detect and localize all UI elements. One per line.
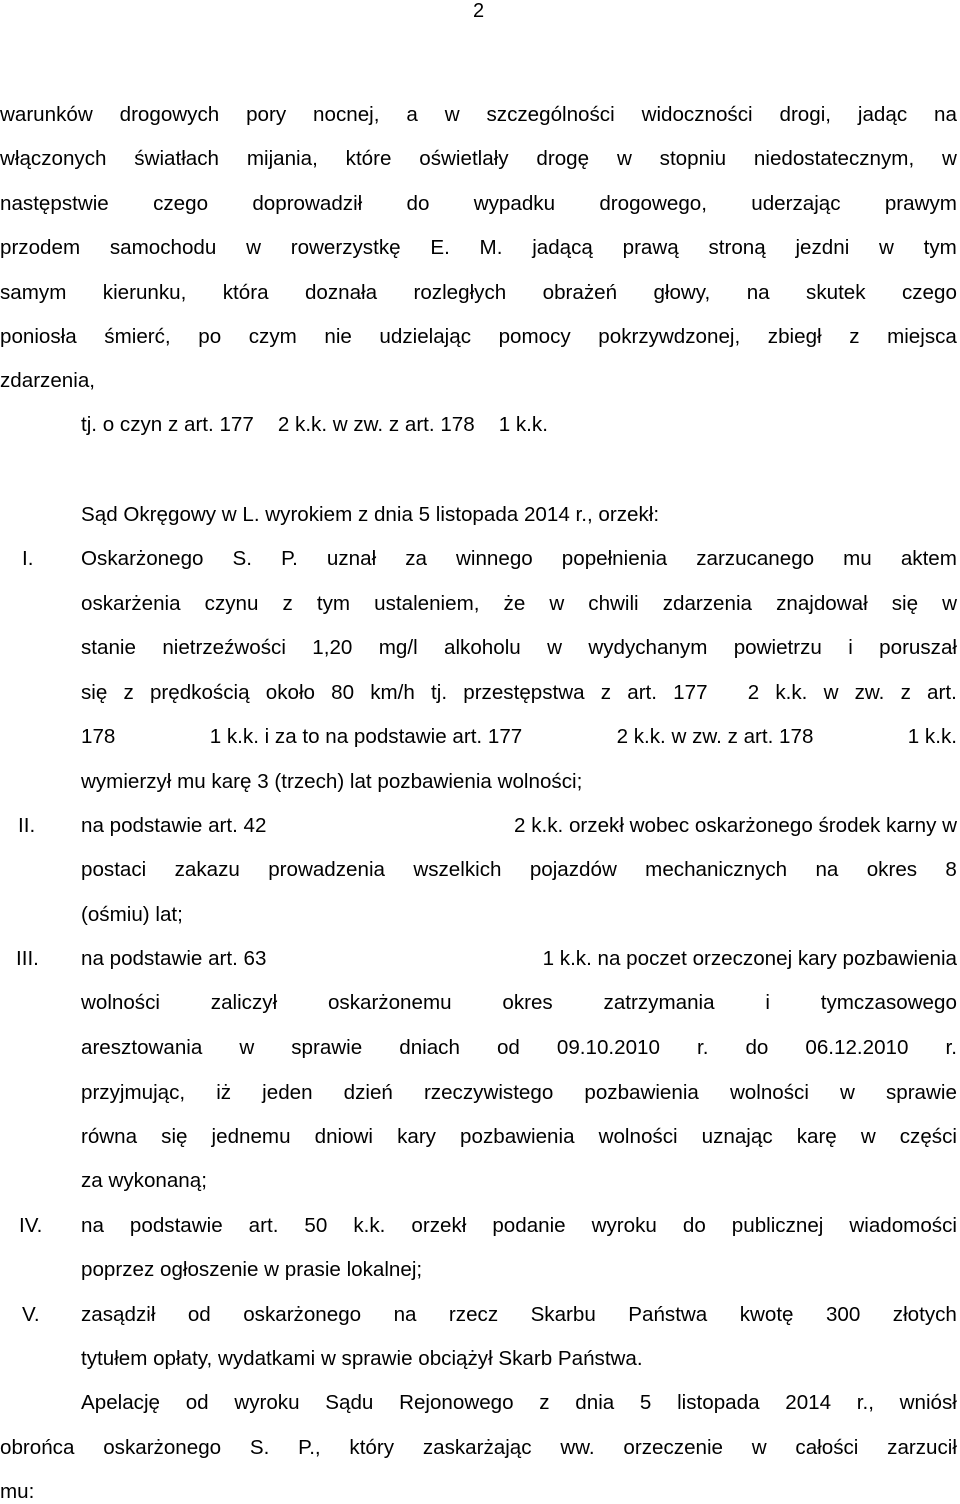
point-III-line-5: równa się jednemu dniowi kary pozbawienia wolności uznając karę w części	[81, 1125, 957, 1148]
point-III-line-4: przyjmując, iż jeden dzień rzeczywistego pozbawienia wolności w sprawie	[81, 1081, 957, 1104]
point-IV-label: IV.	[19, 1214, 43, 1237]
point-I-line-6: wymierzył mu karę 3 (trzech) lat pozbawienia wolności;	[81, 770, 583, 793]
appeal-line-1: Apelację od wyroku Sądu Rejonowego z dnia 5 listopada 2014 r., wniósł	[81, 1391, 957, 1414]
page-number: 2	[473, 0, 485, 22]
intro-line-2: włączonych światłach mijania, które oświetlały drogę w stopniu niedostatecznym, w	[0, 147, 957, 170]
point-I-line-2: oskarżenia czynu z tym ustaleniem, że w chwili zdarzenia znajdował się w	[81, 592, 957, 615]
appeal-line-3: mu:	[0, 1480, 35, 1503]
point-III-line-2: wolności zaliczył oskarżonemu okres zatrzymania i tymczasowego	[81, 991, 957, 1014]
point-I-label: I.	[22, 547, 34, 570]
point-I-line-5: 178 1 k.k. i za to na podstawie art. 177 2 k.k. w zw. z art. 178 1 k.k.	[81, 725, 957, 748]
appeal-line-2: obrońca oskarżonego S. P., który zaskarżając ww. orzeczenie w całości zarzucił	[0, 1436, 957, 1459]
point-III-line-3: aresztowania w sprawie dniach od 09.10.2010 r. do 06.12.2010 r.	[81, 1036, 957, 1059]
point-I-line-1: Oskarżonego S. P. uznał za winnego popełnienia zarzucanego mu aktem	[81, 547, 957, 570]
point-V-label: V.	[22, 1303, 40, 1326]
point-I-line-4: się z prędkością około 80 km/h tj. przestępstwa z art. 177 2 k.k. w zw. z art.	[81, 681, 957, 704]
point-III-line-6: za wykonaną;	[81, 1169, 207, 1192]
point-IV-line-2: poprzez ogłoszenie w prasie lokalnej;	[81, 1258, 423, 1281]
intro-line-3: następstwie czego doprowadził do wypadku drogowego, uderzając prawym	[0, 192, 957, 215]
point-V-line-2: tytułem opłaty, wydatkami w sprawie obciążył Skarb Państwa.	[81, 1347, 643, 1370]
charge-line: tj. o czyn z art. 177 2 k.k. w zw. z art. 178 1 k.k.	[81, 413, 548, 436]
point-III-label: III.	[16, 947, 39, 970]
intro-line-1: warunków drogowych pory nocnej, a w szczególności widoczności drogi, jadąc na	[0, 103, 957, 126]
point-II-line-3: (ośmiu) lat;	[81, 903, 183, 926]
intro-line-6: poniosła śmierć, po czym nie udzielając pomocy pokrzywdzonej, zbiegł z miejsca	[0, 325, 957, 348]
intro-line-4: przodem samochodu w rowerzystkę E. M. jadącą prawą stroną jezdni w tym	[0, 236, 957, 259]
point-II-label: II.	[18, 814, 36, 837]
point-IV-line-1: na podstawie art. 50 k.k. orzekł podanie wyroku do publicznej wiadomości	[81, 1214, 957, 1237]
intro-line-5: samym kierunku, która doznała rozległych obrażeń głowy, na skutek czego	[0, 281, 957, 304]
point-I-line-3: stanie nietrzeźwości 1,20 mg/l alkoholu w wydychanym powietrzu i poruszał	[81, 636, 957, 659]
point-II-line-1: na podstawie art. 42 2 k.k. orzekł wobec oskarżonego środek karny w	[81, 814, 957, 837]
point-III-line-1: na podstawie art. 63 1 k.k. na poczet orzeczonej kary pozbawienia	[81, 947, 957, 970]
court-line: Sąd Okręgowy w L. wyrokiem z dnia 5 listopada 2014 r., orzekł:	[81, 503, 660, 526]
point-II-line-2: postaci zakazu prowadzenia wszelkich pojazdów mechanicznych na okres 8	[81, 858, 957, 881]
intro-line-7: zdarzenia,	[0, 369, 96, 392]
point-V-line-1: zasądził od oskarżonego na rzecz Skarbu Państwa kwotę 300 złotych	[81, 1303, 957, 1326]
